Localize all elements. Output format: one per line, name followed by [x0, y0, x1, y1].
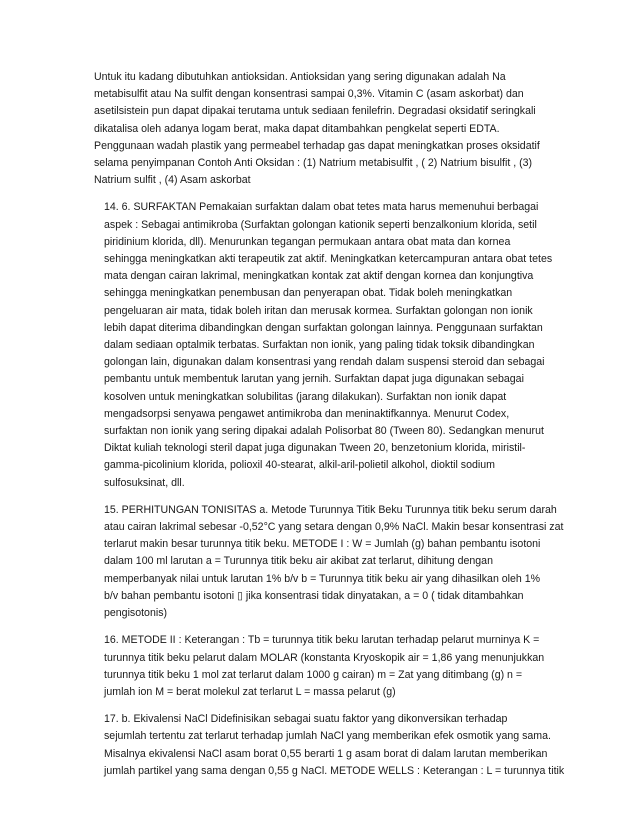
text-line: surfaktan non ionik yang sering dipakai adalah Polisorbat 80 (Tween 80). Sedangkan menurut [104, 425, 544, 438]
text-line: pengisotonis) [104, 607, 168, 620]
paragraph-surfaktan [94, 199, 553, 491]
text-line: 16. METODE II : Keterangan : Tb = turunnya titik beku larutan terhadap pelarut murninya K = [104, 634, 540, 647]
text-line: terlarut makin besar turunnya titik beku. METODE I : W = Jumlah (g) bahan pembantu isotoni [104, 538, 541, 551]
text-line: metabisulfit atau Na sulfit dengan konsentrasi sampai 0,3%. Vitamin C (asam askorbat) dan [94, 88, 524, 101]
text-line: golongan lain, digunakan dalam konsentrasi yang rendah dalam suspensi steroid dan sebagai [104, 356, 545, 369]
text-line: Misalnya ekivalensi NaCl asam borat 0,55 berarti 1 g asam borat di dalam larutan memberikan [104, 747, 548, 760]
text-line: sulfosuksinat, dll. [104, 476, 185, 489]
text-line: lebih dapat diterima dibandingkan dengan surfaktan golongan lainnya. Penggunaan surfaktan [104, 321, 543, 334]
text-line: jumlah ion M = berat molekul zat terlarut L = massa pelarut (g) [104, 685, 396, 698]
document-body [94, 69, 565, 790]
paragraph-metode-ii [94, 632, 544, 701]
text-line: mengadsorpsi senyawa pengawet antimikroba dan meninaktifkannya. Menurut Codex, [104, 407, 510, 420]
text-line: kosolven untuk meningkatkan solubilitas (jarang dilakukan). Surfaktan non ionik dapat [104, 390, 507, 403]
text-line: 15. PERHITUNGAN TONISITAS a. Metode Turunnya Titik Beku Turunnya titik beku serum darah [104, 503, 557, 516]
paragraph-antioksidan [94, 69, 544, 189]
text-line: pembantu untuk membentuk larutan yang jernih. Surfaktan dapat juga digunakan sebagai [104, 373, 524, 386]
paragraph-ekivalensi-nacl [94, 711, 565, 780]
text-line: memperbanyak nilai untuk larutan 1% b/v b = Turunnya titik beku air yang dihasilkan oleh 1% [104, 572, 541, 585]
paragraph-tonisitas [94, 502, 564, 622]
text-line: asetilsistein pun dapat dipakai terutama untuk sediaan fenilefrin. Degradasi oksidatif seringkali [94, 105, 536, 118]
text-line: piridinium klorida, dll). Menurunkan tegangan permukaan antara obat mata dan kornea [104, 235, 511, 248]
text-line: mata dengan cairan lakrimal, meningkatkan kontak zat aktif dengan kornea dan konjungtiva [104, 270, 534, 283]
text-line: dikatalisa oleh adanya logam berat, maka dapat ditambahkan pengkelat seperti EDTA. [94, 122, 500, 135]
text-line: Penggunaan wadah plastik yang permeabel terhadap gas dapat meningkatkan proses oksidatif [94, 139, 540, 152]
text-line: b/v bahan pembantu isotoni ▯ jika konsentrasi tidak dinyatakan, a = 0 ( tidak ditambahkan [104, 589, 524, 602]
text-line: dalam 100 ml larutan a = Turunnya titik beku air akibat zat terlarut, dihitung dengan [104, 555, 493, 568]
text-line: selama penyimpanan Contoh Anti Oksidan : (1) Natrium metabisulfit , ( 2) Natrium bisulfit , (3) [94, 157, 533, 170]
text-line: sehingga meningkatkan akti terapeutik zat aktif. Meningkatkan ketercampuran antara obat tetes [104, 253, 553, 266]
text-line: dalam sediaan optalmik terbatas. Surfaktan non ionik, yang paling tidak toksik dibandingkan [104, 339, 535, 352]
text-line: aspek : Sebagai antimikroba (Surfaktan golongan kationik seperti benzalkonium klorida, setil [104, 218, 537, 231]
text-line: sejumlah tertentu zat terlarut terhadap jumlah NaCl yang memberikan efek osmotik yang sama. [104, 730, 551, 743]
text-line: pengeluaran air mata, tidak boleh iritan dan merusak kormea. Surfaktan golongan non ionik [104, 304, 533, 317]
text-line: Untuk itu kadang dibutuhkan antioksidan. Antioksidan yang sering digunakan adalah Na [94, 71, 506, 83]
text-line: jumlah partikel yang sama dengan 0,55 g NaCl. METODE WELLS : Keterangan : L = turunnya titik [104, 764, 565, 777]
text-line: gamma-picolinium klorida, polioxil 40-stearat, alkil-aril-polietil alkohol, dioktil sodium [104, 459, 495, 472]
text-line: atau cairan lakrimal sebesar -0,52°C yang setara dengan 0,9% NaCl. Makin besar konsentrasi zat [104, 521, 564, 534]
text-line: turunnya titik beku 1 mol zat terlarut dalam 1000 g cairan) m = Zat yang ditimbang (g) n = [104, 668, 523, 681]
text-line: 14. 6. SURFAKTAN Pemakaian surfaktan dalam obat tetes mata harus memenuhui berbagai [104, 201, 539, 214]
text-line: Diktat kuliah teknologi steril dapat juga digunakan Tween 20, benzetonium klorida, miristil- [104, 442, 526, 455]
text-line: turunnya titik beku pelarut dalam MOLAR (konstanta Kryoskopik air = 1,86 yang menunjukkan [104, 651, 545, 664]
text-line: Natrium sulfit , (4) Asam askorbat [94, 174, 251, 187]
text-line: sehingga meningkatkan penembusan dan penyerapan obat. Tidak boleh meningkatkan [104, 287, 513, 300]
text-line: 17. b. Ekivalensi NaCl Didefinisikan sebagai suatu faktor yang dikonversikan terhadap [104, 713, 508, 726]
